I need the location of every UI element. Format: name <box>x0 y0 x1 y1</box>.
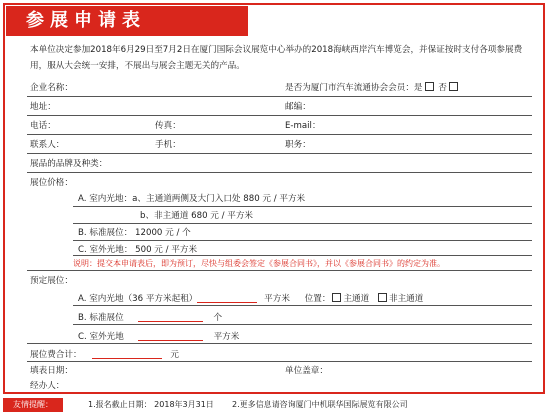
member-question-label: 是否为厦门市汽车流通协会会员： <box>285 83 414 93</box>
fax-label: 传真： <box>155 121 181 131</box>
booking-b-count-field[interactable] <box>138 310 203 322</box>
position-label: 职务： <box>285 140 311 150</box>
total-row <box>30 347 179 361</box>
main-aisle-checkbox[interactable] <box>332 293 341 302</box>
seal-label: 单位盖章： <box>285 366 328 376</box>
footer-item-deadline: 1.报名截止日期： 2018年3月31日 <box>88 400 214 409</box>
divider <box>27 270 532 271</box>
divider <box>27 115 532 116</box>
booking-a-area-field[interactable] <box>197 291 257 303</box>
booking-label: 预定展位： <box>30 276 73 286</box>
divider <box>27 343 532 344</box>
booking-b <box>78 310 222 324</box>
divider <box>27 153 532 154</box>
footer-tag: 友情提醒： <box>3 398 63 412</box>
note-text: 说明：提交本申请表后，即为预订，尽快与组委会签定《参展合同书》，并以《参展合同书》的约定为准。 <box>73 259 445 268</box>
price-c: C. 室外光地： 500 元 / 平方米 <box>78 245 198 255</box>
divider <box>27 172 532 173</box>
divider <box>73 255 532 256</box>
booking-a-position-label: 位置： <box>304 294 331 304</box>
form-title: 参展申请表 <box>26 10 146 31</box>
divider <box>27 134 532 135</box>
title-bar <box>6 6 248 36</box>
booking-b-unit: 个 <box>213 313 223 323</box>
divider <box>73 305 532 306</box>
no-label: 否 <box>438 83 447 93</box>
price-label: 展位价格： <box>30 178 73 188</box>
booking-c-unit: 平方米 <box>213 332 240 342</box>
mobile-label: 手机： <box>155 140 181 150</box>
divider <box>73 240 532 241</box>
brand-label: 展品的品牌及种类： <box>30 159 108 169</box>
intro-text: 本单位决定参加2018年6月29日至7月2日在厦门国际会议展览中心举办的2018海峡西岸汽车博览会，并保证按时支付各项参展费用，服从大会统一安排，不展出与展会主题无关的产品。 <box>30 45 523 71</box>
date-label: 填表日期： <box>30 366 73 376</box>
yes-label: 是 <box>413 83 423 93</box>
divider <box>73 223 532 224</box>
company-label: 企业名称： <box>30 83 73 93</box>
non-main-aisle-label: 非主通道 <box>388 294 424 304</box>
total-label: 展位费合计： <box>30 350 82 360</box>
total-unit: 元 <box>170 350 179 360</box>
no-checkbox[interactable] <box>449 82 458 91</box>
contact-label: 联系人： <box>30 140 65 150</box>
non-main-aisle-checkbox[interactable] <box>378 293 387 302</box>
total-field[interactable] <box>92 347 162 359</box>
booking-c-area-field[interactable] <box>138 329 203 341</box>
address-label: 地址： <box>30 102 56 112</box>
phone-label: 电话： <box>30 121 56 131</box>
divider <box>73 206 532 207</box>
main-aisle-label: 主通道 <box>343 294 370 304</box>
footer <box>0 396 550 415</box>
divider <box>27 96 532 97</box>
price-b: B. 标准展位： 12000 元 / 个 <box>78 228 191 238</box>
booking-c-label: C. 室外光地 <box>78 332 124 342</box>
application-form <box>3 3 545 394</box>
member-question <box>285 82 460 94</box>
booking-b-label: B. 标准展位 <box>78 313 124 323</box>
postcode-label: 邮编： <box>285 102 311 112</box>
booking-c <box>78 329 239 343</box>
divider <box>27 361 532 362</box>
yes-checkbox[interactable] <box>425 82 434 91</box>
email-label: E-mail： <box>285 121 321 131</box>
booking-a-unit: 平方米 <box>264 294 290 304</box>
price-a-sub: b、非主通道 680 元 / 平方米 <box>140 211 254 221</box>
booking-a <box>78 291 423 305</box>
price-a: A. 室内光地：a、主通道两侧及大门入口处 880 元 / 平方米 <box>78 194 306 204</box>
handler-label: 经办人： <box>30 381 65 391</box>
footer-item-contact: 2.更多信息请咨询厦门中机联华国际展览有限公司 <box>232 400 408 409</box>
divider <box>73 324 532 325</box>
booking-a-label: A. 室内光地（36 平方米起租） <box>78 294 198 304</box>
